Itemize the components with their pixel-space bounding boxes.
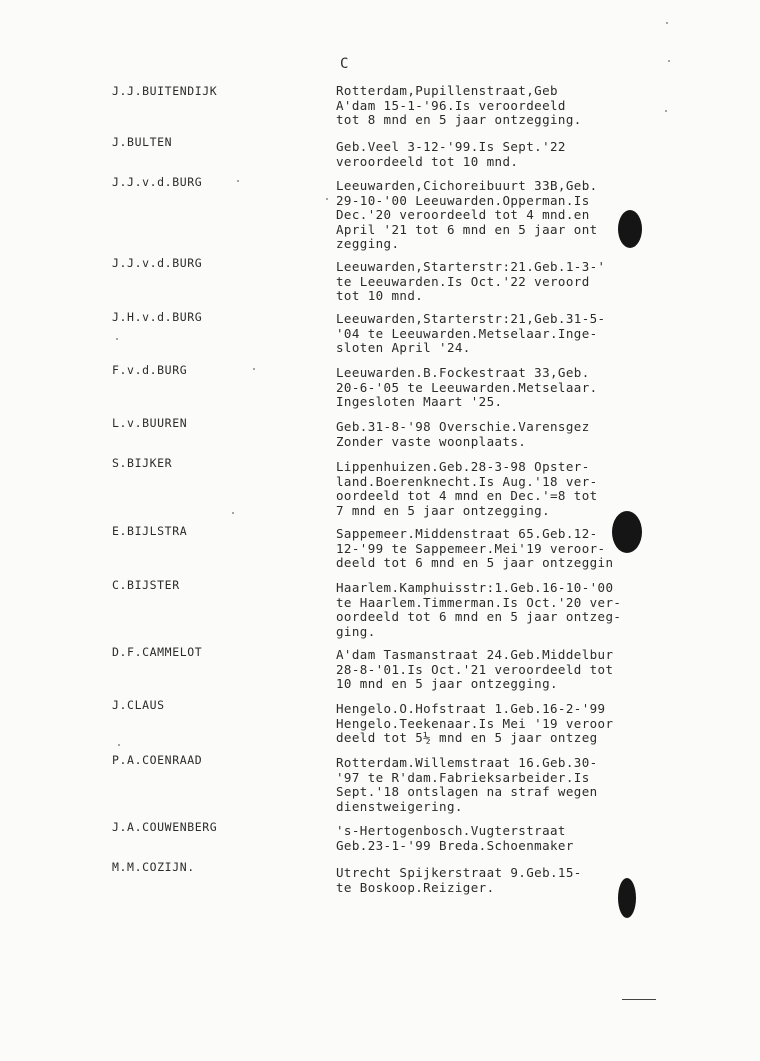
entry-description: Rotterdam.Willemstraat 16.Geb.30- '97 te R'dam.Fabrieksarbeider.Is Sept.'18 ontslagen na straf wegen dienstweigering.	[336, 755, 598, 814]
entry-description: Hengelo.O.Hofstraat 1.Geb.16-2-'99 Hengelo.Teekenaar.Is Mei '19 veroor deeld tot 5½ mnd en 5 jaar ontzeg	[336, 701, 614, 746]
ink-blot	[618, 878, 636, 918]
entry-name: S.BIJKER	[112, 456, 173, 470]
entry-name: L.v.BUUREN	[112, 416, 188, 430]
entry-name: F.v.d.BURG	[112, 363, 188, 377]
paper-speck	[668, 60, 670, 62]
pen-mark	[622, 999, 656, 1000]
entry-description: Lippenhuizen.Geb.28-3-98 Opster- land.Boerenknecht.Is Aug.'18 ver- oordeeld tot 4 mnd en Dec.'=8 tot 7 mnd en 5 jaar ontzegging.	[336, 459, 598, 518]
entry-description: Leeuwarden,Cichoreibuurt 33B,Geb. 29-10-'00 Leeuwarden.Opperman.Is Dec.'20 veroordeeld tot 4 mnd.en April '21 tot 6 mnd en 5 jaar ont zegging.	[336, 178, 598, 252]
entry-description: Leeuwarden.B.Fockestraat 33,Geb. 20-6-'05 te Leeuwarden.Metselaar. Ingesloten Maart '25.	[336, 365, 598, 410]
entry-description: Haarlem.Kamphuisstr:1.Geb.16-10-'00 te Haarlem.Timmerman.Is Oct.'20 ver- oordeeld tot 6 mnd en 5 jaar ontzeg- ging.	[336, 580, 622, 639]
paper-speck	[253, 368, 255, 370]
entry-name: P.A.COENRAAD	[112, 753, 203, 767]
entry-name: J.J.v.d.BURG	[112, 256, 203, 270]
paper-speck	[116, 338, 118, 340]
entry-name: E.BIJLSTRA	[112, 524, 188, 538]
entry-description: Sappemeer.Middenstraat 65.Geb.12- 12-'99 te Sappemeer.Mei'19 veroor- deeld tot 6 mnd en 5 jaar ontzeggin	[336, 526, 614, 571]
paper-speck	[237, 180, 239, 182]
paper-speck	[666, 22, 668, 24]
entry-description: Geb.31-8-'98 Overschie.Varensgez Zonder vaste woonplaats.	[336, 419, 590, 449]
entry-name: J.J.v.d.BURG	[112, 175, 203, 189]
entry-description: Utrecht Spijkerstraat 9.Geb.15- te Boskoop.Reiziger.	[336, 865, 582, 895]
paper-speck	[118, 744, 120, 746]
entry-name: J.BULTEN	[112, 135, 173, 149]
entry-description: Geb.Veel 3-12-'99.Is Sept.'22 veroordeeld tot 10 mnd.	[336, 139, 566, 169]
ink-blot	[612, 511, 642, 553]
entry-description: Leeuwarden,Starterstr:21.Geb.1-3-' te Leeuwarden.Is Oct.'22 veroord tot 10 mnd.	[336, 259, 606, 304]
entry-name: M.M.COZIJN.	[112, 860, 195, 874]
paper-speck	[665, 110, 667, 112]
entry-description: A'dam Tasmanstraat 24.Geb.Middelbur 28-8-'01.Is Oct.'21 veroordeeld tot 10 mnd en 5 jaar ontzegging.	[336, 647, 614, 692]
entry-name: J.A.COUWENBERG	[112, 820, 218, 834]
entry-name: J.H.v.d.BURG	[112, 310, 203, 324]
index-letter: C	[340, 56, 349, 72]
entry-name: D.F.CAMMELOT	[112, 645, 203, 659]
entry-name: J.J.BUITENDIJK	[112, 84, 218, 98]
entry-name: C.BIJSTER	[112, 578, 180, 592]
ink-blot	[618, 210, 642, 248]
entry-description: Leeuwarden,Starterstr:21,Geb.31-5- '04 te Leeuwarden.Metselaar.Inge- sloten April '24.	[336, 311, 606, 356]
entry-description: 's-Hertogenbosch.Vugterstraat Geb.23-1-'99 Breda.Schoenmaker	[336, 823, 574, 853]
paper-speck	[326, 198, 328, 200]
entry-description: Rotterdam,Pupillenstraat,Geb A'dam 15-1-'96.Is veroordeeld tot 8 mnd en 5 jaar ontzegging.	[336, 83, 582, 128]
paper-speck	[232, 512, 234, 514]
entry-name: J.CLAUS	[112, 698, 165, 712]
